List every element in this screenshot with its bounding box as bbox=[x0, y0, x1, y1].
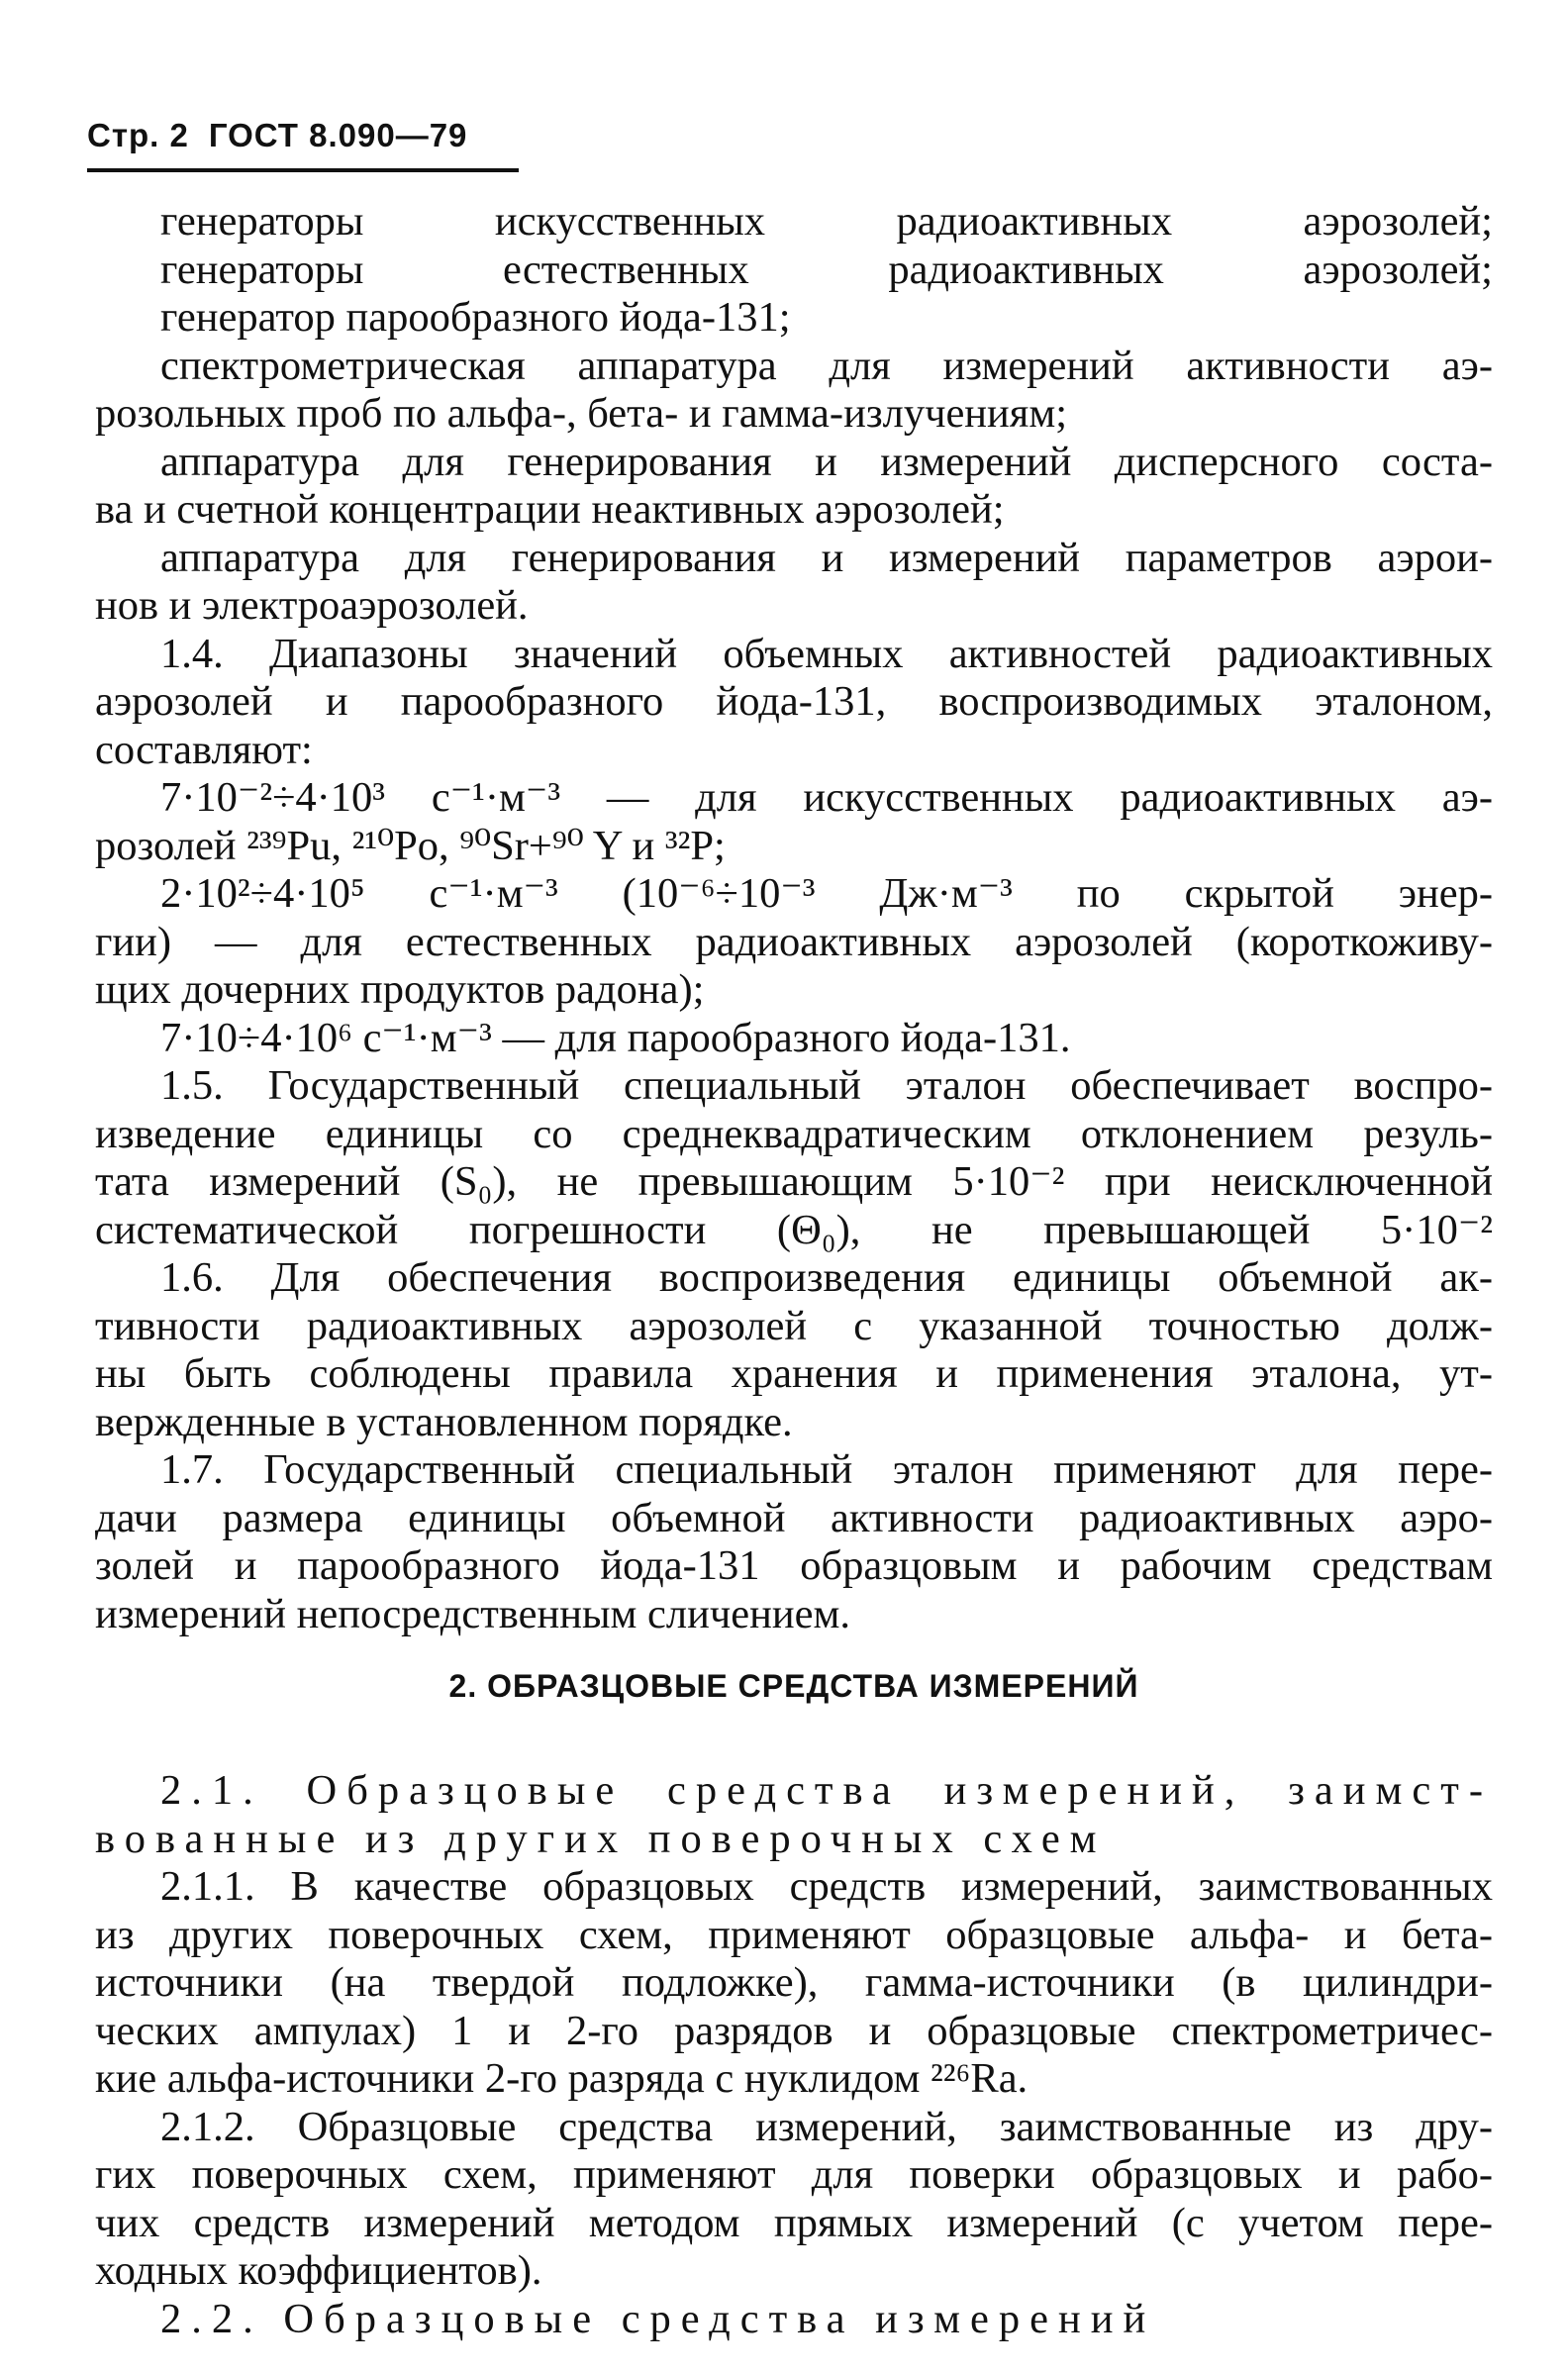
subsection-heading: 2.1. Образцовые средства измерений, заимст- bbox=[160, 1767, 1493, 1814]
text-line: 2·10²÷4·10⁵ с⁻¹·м⁻³ (10⁻⁶÷10⁻³ Дж·м⁻³ по скрытой энер- bbox=[160, 870, 1493, 917]
document-body bbox=[95, 198, 1493, 2343]
text-line: аппаратура для генерирования и измерений дисперсного соста- bbox=[160, 438, 1493, 485]
text-line: генераторы искусственных радиоактивных аэрозолей; bbox=[160, 198, 1493, 245]
text-line: аппаратура для генерирования и измерений параметров аэрои- bbox=[160, 534, 1493, 581]
text-line: гии) — для естественных радиоактивных аэрозолей (короткоживу- bbox=[95, 918, 1493, 965]
text-line: из других поверочных схем, применяют образцовые альфа- и бета- bbox=[95, 1911, 1493, 1958]
text-line: ходных коэффициентов). bbox=[95, 2247, 542, 2294]
text-line: нов и электроаэрозолей. bbox=[95, 582, 529, 629]
text-line: источники (на твердой подложке), гамма-источники (в цилиндри- bbox=[95, 1959, 1493, 2006]
section-heading: 2. ОБРАЗЦОВЫЕ СРЕДСТВА ИЗМЕРЕНИЙ bbox=[448, 1668, 1139, 1704]
text-line: 1.4. Диапазоны значений объемных активностей радиоактивных bbox=[160, 630, 1493, 677]
text-line: ческих ампулах) 1 и 2-го разрядов и образцовые спектрометричес- bbox=[95, 2007, 1493, 2054]
header-rule bbox=[87, 168, 519, 172]
text-line: розольных проб по альфа-, бета- и гамма-излучениям; bbox=[95, 390, 1068, 437]
text-line: измерений непосредственным сличением. bbox=[95, 1590, 850, 1637]
text-line: вержденные в установленном порядке. bbox=[95, 1398, 793, 1445]
text-line: гих поверочных схем, применяют для поверки образцовых и рабо- bbox=[95, 2151, 1493, 2198]
text-line: щих дочерних продуктов радона); bbox=[95, 966, 705, 1013]
text-line: чих средств измерений методом прямых измерений (с учетом пере- bbox=[95, 2199, 1493, 2246]
text-line: ва и счетной концентрации неактивных аэрозолей; bbox=[95, 486, 1005, 533]
text-line: 1.5. Государственный специальный эталон обеспечивает воспро- bbox=[160, 1062, 1493, 1109]
text-line: ны быть соблюдены правила хранения и применения эталона, ут- bbox=[95, 1350, 1493, 1397]
subsection-heading: 2.2. Образцовые средства измерений bbox=[160, 2295, 1156, 2342]
text-line: 2.1.2. Образцовые средства измерений, заимствованные из дру- bbox=[160, 2103, 1493, 2150]
text-line: кие альфа-источники 2-го разряда с нуклидом ²²⁶Ra. bbox=[95, 2055, 1029, 2102]
page-header bbox=[87, 117, 519, 154]
text-line: 1.6. Для обеспечения воспроизведения единицы объемной ак- bbox=[160, 1254, 1493, 1301]
text-line: 1.7. Государственный специальный эталон применяют для пере- bbox=[160, 1446, 1493, 1493]
text-line: 2.1.1. В качестве образцовых средств измерений, заимствованных bbox=[160, 1863, 1493, 1910]
standard-designation: ГОСТ 8.090—79 bbox=[208, 117, 468, 153]
text-line: спектрометрическая аппаратура для измерений активности аэ- bbox=[160, 342, 1493, 389]
subsection-heading: вованные из других поверочных схем bbox=[95, 1815, 1107, 1862]
text-line: розолей ²³⁹Pu, ²¹⁰Po, ⁹⁰Sr+⁹⁰ Y и ³²P; bbox=[95, 822, 726, 869]
text-line: тивности радиоактивных аэрозолей с указанной точностью долж- bbox=[95, 1302, 1493, 1349]
text-line: генератор парообразного йода-131; bbox=[160, 294, 791, 341]
text-line: аэрозолей и парообразного йода-131, воспроизводимых эталоном, bbox=[95, 678, 1493, 725]
text-line: 7·10÷4·10⁶ с⁻¹·м⁻³ — для парообразного йода-131. bbox=[160, 1014, 1071, 1061]
page-number: Стр. 2 bbox=[87, 117, 189, 153]
text-line: тата измерений (S₀), не превышающим 5·10⁻² при неисключенной bbox=[95, 1158, 1493, 1205]
text-line: составляют: bbox=[95, 726, 313, 773]
text-line: золей и парообразного йода-131 образцовым и рабочим средствам bbox=[95, 1542, 1493, 1589]
text-line: изведение единицы со среднеквадратическим отклонением резуль- bbox=[95, 1110, 1493, 1157]
text-line: генераторы естественных радиоактивных аэрозолей; bbox=[160, 246, 1493, 293]
text-line: 7·10⁻²÷4·10³ с⁻¹·м⁻³ — для искусственных радиоактивных аэ- bbox=[160, 774, 1493, 821]
text-line: дачи размера единицы объемной активности радиоактивных аэро- bbox=[95, 1494, 1493, 1541]
text-line: систематической погрешности (Θ₀), не превышающей 5·10⁻² bbox=[95, 1206, 1493, 1253]
